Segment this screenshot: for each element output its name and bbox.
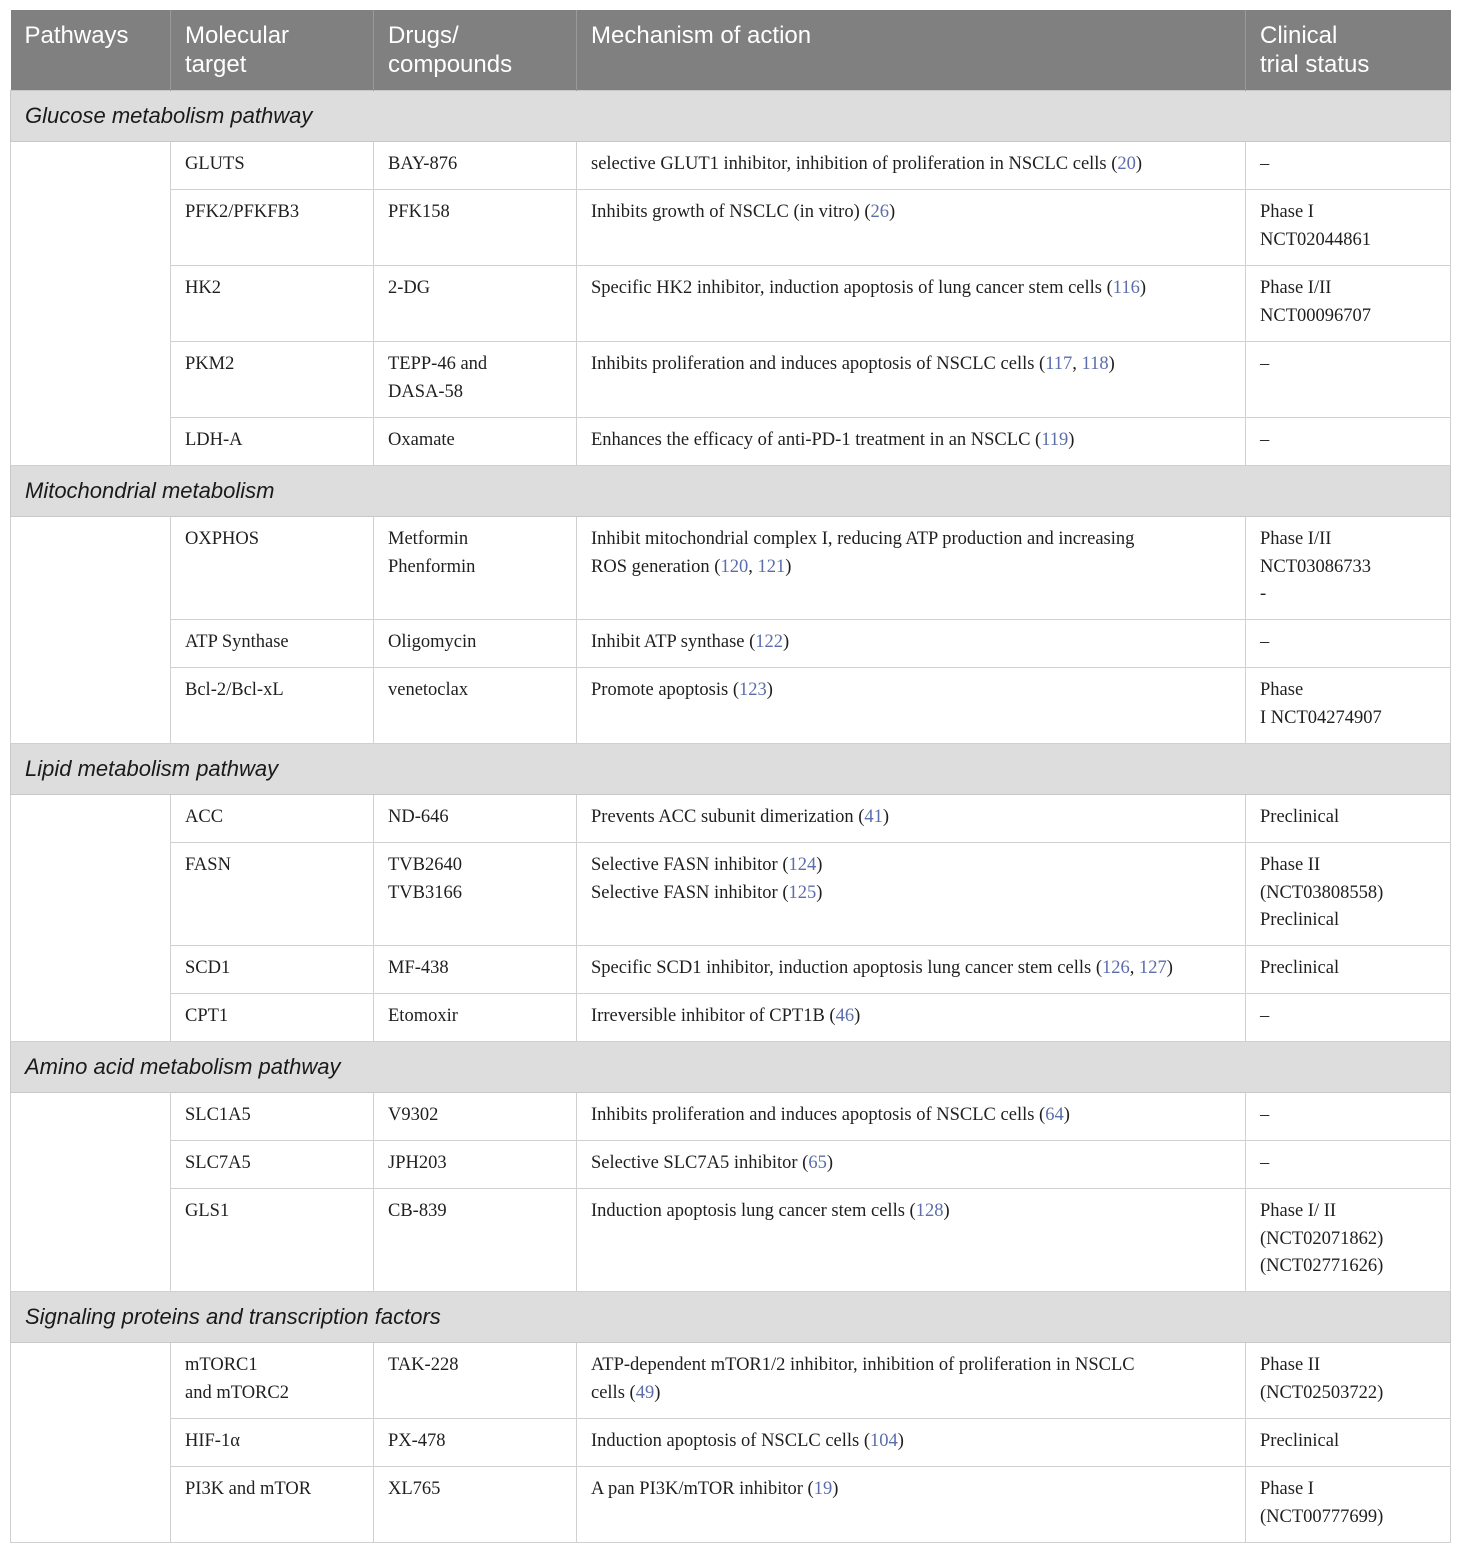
table-row (11, 994, 1451, 1042)
table-row (11, 620, 1451, 668)
drug-cell-text: TEPP-46 and (388, 354, 488, 374)
mechanism-text: ) (654, 1382, 661, 1403)
molecular-target-cell-text: SLC7A5 (185, 1153, 251, 1173)
drug-cell (374, 418, 577, 466)
header-label-line: Clinical (1260, 22, 1338, 49)
mechanism-text: ATP-dependent mTOR1/2 inhibitor, inhibition of proliferation in NSCLC (591, 1355, 1135, 1375)
mechanism-line (591, 1428, 1231, 1456)
reference-link[interactable]: 49 (635, 1382, 655, 1403)
mechanism-text: Selective FASN inhibitor ( (591, 855, 789, 875)
section-row (11, 466, 1451, 517)
mechanism-text: ) (943, 1201, 950, 1221)
mechanism-text: A pan PI3K/mTOR inhibitor ( (591, 1479, 814, 1499)
section-row (11, 744, 1451, 795)
mechanism-text: Induction apoptosis lung cancer stem cells ( (591, 1201, 916, 1221)
table-row (11, 795, 1451, 843)
mechanism-cell (577, 1093, 1246, 1141)
drug-cell (374, 142, 577, 190)
reference-link[interactable]: 127 (1139, 958, 1167, 978)
mechanism-text: Irreversible inhibitor of CPT1B ( (591, 1006, 836, 1026)
drug-cell-text: XL765 (388, 1479, 441, 1499)
molecular-target-cell (171, 266, 374, 342)
mechanism-text: ) (766, 680, 773, 700)
clinical-status-cell-text: - (1260, 584, 1267, 604)
header-label-line: Pathways (24, 22, 129, 49)
reference-link[interactable]: 64 (1045, 1105, 1064, 1125)
molecular-target-cell-text: SLC1A5 (185, 1105, 251, 1125)
molecular-target-cell (171, 620, 374, 668)
clinical-status-cell-text: Phase (1260, 680, 1304, 700)
reference-link[interactable]: 122 (755, 632, 784, 652)
mechanism-text: ) (882, 807, 890, 827)
clinical-status-cell-text: Phase I (1260, 202, 1314, 222)
mechanism-text: ) (826, 1153, 834, 1173)
drug-cell-text: PX-478 (388, 1431, 446, 1451)
molecular-target-cell-text: PI3K and mTOR (185, 1479, 312, 1499)
section-title: Lipid metabolism pathway (11, 744, 1451, 795)
molecular-target-cell-text: Bcl-2/Bcl-xL (185, 680, 284, 700)
clinical-status-cell-text: (NCT02503722) (1260, 1382, 1384, 1403)
drug-cell-text: TVB2640 (388, 855, 462, 875)
drug-cell-text: 2-DG (388, 278, 431, 298)
header-row (11, 10, 1451, 91)
reference-link[interactable]: 121 (757, 556, 786, 577)
table-body (11, 91, 1451, 1543)
clinical-status-cell (1246, 1093, 1451, 1141)
molecular-target-cell-text: PFK2/PFKFB3 (185, 202, 300, 222)
section-title: Mitochondrial metabolism (11, 466, 1451, 517)
section-row (11, 1042, 1451, 1093)
molecular-target-cell (171, 418, 374, 466)
molecular-target-cell-text: HIF-1α (185, 1431, 240, 1451)
reference-link[interactable]: 41 (864, 807, 883, 827)
molecular-target-cell-text: and mTORC2 (185, 1382, 289, 1403)
mechanism-cell (577, 668, 1246, 744)
clinical-status-cell-text: NCT00096707 (1260, 305, 1371, 326)
mechanism-text: Inhibit mitochondrial complex I, reducing ATP production and increasing (591, 529, 1135, 549)
clinical-status-cell (1246, 1189, 1451, 1292)
header-label-line: trial status (1260, 51, 1370, 78)
mechanism-text: ROS generation ( (591, 556, 721, 577)
mechanism-line (591, 1102, 1231, 1130)
header-molecular-target (171, 10, 374, 91)
molecular-target-cell-text: ATP Synthase (185, 632, 289, 652)
mechanism-cell (577, 418, 1246, 466)
clinical-status-cell-text: – (1260, 430, 1270, 450)
clinical-status-cell-text: I NCT04274907 (1260, 707, 1382, 728)
mechanism-text: Induction apoptosis of NSCLC cells ( (591, 1431, 871, 1451)
clinical-status-cell-text: – (1260, 354, 1270, 374)
table-row (11, 1189, 1451, 1292)
reference-link[interactable]: 20 (1117, 154, 1136, 174)
molecular-target-cell (171, 1343, 374, 1419)
drug-target-table (10, 10, 1451, 1543)
drug-cell-text: Etomoxir (388, 1006, 458, 1026)
mechanism-line (591, 526, 1231, 554)
molecular-target-cell (171, 142, 374, 190)
mechanism-text: Inhibits proliferation and induces apoptosis of NSCLC cells ( (591, 354, 1046, 374)
table-row (11, 1093, 1451, 1141)
mechanism-text: ) (897, 1431, 904, 1451)
drug-cell (374, 190, 577, 266)
clinical-status-cell-text: Preclinical (1260, 807, 1340, 827)
mechanism-line (591, 554, 1231, 582)
table-row (11, 266, 1451, 342)
clinical-status-cell-text: (NCT03808558) (1260, 882, 1384, 903)
drug-cell-text: TVB3166 (388, 882, 462, 903)
table-row (11, 1343, 1451, 1419)
mechanism-line (591, 955, 1231, 983)
header-label-line: Molecular (185, 22, 290, 49)
mechanism-line (591, 351, 1231, 379)
molecular-target-cell (171, 517, 374, 620)
clinical-status-cell-text: (NCT00777699) (1260, 1506, 1384, 1527)
reference-link[interactable]: 123 (739, 680, 767, 700)
drug-cell-text: venetoclax (388, 680, 469, 700)
mechanism-line (591, 151, 1231, 179)
mechanism-cell (577, 994, 1246, 1042)
drug-cell (374, 668, 577, 744)
mechanism-text: Inhibit ATP synthase ( (591, 632, 756, 652)
drug-cell-text: JPH203 (388, 1153, 447, 1173)
reference-link[interactable]: 124 (788, 855, 817, 875)
mechanism-text: ) (1135, 154, 1143, 174)
mechanism-text: Specific HK2 inhibitor, induction apoptosis of lung cancer stem cells ( (591, 278, 1113, 298)
mechanism-text: selective GLUT1 inhibitor, inhibition of proliferation in NSCLC cells ( (591, 154, 1118, 174)
clinical-status-cell-text: NCT03086733 (1260, 556, 1371, 577)
clinical-status-cell-text: Preclinical (1260, 1431, 1340, 1451)
section-row (11, 1292, 1451, 1343)
clinical-status-cell (1246, 1467, 1451, 1543)
table-row (11, 342, 1451, 418)
drug-cell (374, 946, 577, 994)
reference-link[interactable]: 116 (1112, 278, 1140, 298)
mechanism-text: , (1072, 354, 1082, 374)
mechanism-line (591, 880, 1231, 908)
mechanism-text: ) (816, 855, 823, 875)
mechanism-line (591, 629, 1231, 657)
table-header (11, 10, 1451, 91)
drug-cell (374, 843, 577, 946)
drug-cell (374, 994, 577, 1042)
mechanism-text: ) (816, 882, 823, 903)
drug-cell (374, 1141, 577, 1189)
header-drugs-compounds (374, 10, 577, 91)
drug-cell-text: PFK158 (388, 202, 450, 222)
drug-cell-text: Metformin (388, 529, 469, 549)
molecular-target-cell (171, 1093, 374, 1141)
reference-link[interactable]: 120 (720, 556, 749, 577)
clinical-status-cell (1246, 994, 1451, 1042)
molecular-target-cell-text: CPT1 (185, 1006, 229, 1026)
clinical-status-cell-text: – (1260, 1006, 1270, 1026)
mechanism-text: Selective SLC7A5 inhibitor ( (591, 1153, 809, 1173)
molecular-target-cell (171, 1467, 374, 1543)
mechanism-text: ) (1068, 430, 1075, 450)
molecular-target-cell-text: GLS1 (185, 1201, 230, 1221)
drug-cell (374, 1343, 577, 1419)
mechanism-cell (577, 142, 1246, 190)
drug-cell-text: Oxamate (388, 430, 455, 450)
clinical-status-cell (1246, 517, 1451, 620)
clinical-status-cell (1246, 946, 1451, 994)
mechanism-cell (577, 342, 1246, 418)
clinical-status-cell (1246, 1419, 1451, 1467)
clinical-status-cell (1246, 190, 1451, 266)
mechanism-text: ) (854, 1006, 861, 1026)
pathway-cell (11, 517, 171, 744)
mechanism-text: ) (785, 556, 792, 577)
drug-cell (374, 1467, 577, 1543)
drug-cell (374, 517, 577, 620)
header-label-line: Mechanism of action (591, 22, 812, 49)
molecular-target-cell-text: HK2 (185, 278, 221, 298)
mechanism-text: Prevents ACC subunit dimerization ( (591, 807, 865, 827)
molecular-target-cell (171, 668, 374, 744)
drug-cell-text: Oligomycin (388, 632, 477, 652)
mechanism-line (591, 199, 1231, 227)
mechanism-text: Selective FASN inhibitor ( (591, 882, 789, 903)
header-label-line: target (185, 51, 247, 78)
mechanism-text: Enhances the efficacy of anti-PD-1 treatment in an NSCLC ( (591, 430, 1042, 450)
mechanism-text: , (748, 556, 758, 577)
mechanism-line (591, 852, 1231, 880)
mechanism-cell (577, 1467, 1246, 1543)
clinical-status-cell (1246, 418, 1451, 466)
clinical-status-cell (1246, 142, 1451, 190)
drug-cell (374, 795, 577, 843)
molecular-target-cell-text: LDH-A (185, 430, 243, 450)
molecular-target-cell (171, 843, 374, 946)
clinical-status-cell (1246, 266, 1451, 342)
header-pathways (11, 10, 171, 91)
table-row (11, 946, 1451, 994)
mechanism-text: , (1129, 958, 1139, 978)
section-title: Glucose metabolism pathway (11, 91, 1451, 142)
clinical-status-cell-text: NCT02044861 (1260, 229, 1371, 250)
mechanism-line (591, 677, 1231, 705)
drug-cell (374, 1093, 577, 1141)
pathway-cell (11, 1343, 171, 1543)
mechanism-line (591, 427, 1231, 455)
drug-cell-text: MF-438 (388, 958, 449, 978)
molecular-target-cell (171, 994, 374, 1042)
molecular-target-cell (171, 795, 374, 843)
molecular-target-cell (171, 1419, 374, 1467)
header-label-line: compounds (388, 51, 513, 78)
molecular-target-cell-text: OXPHOS (185, 529, 260, 549)
clinical-status-cell (1246, 668, 1451, 744)
mechanism-text: ) (1139, 278, 1147, 298)
mechanism-cell (577, 1189, 1246, 1292)
mechanism-line (591, 1150, 1231, 1178)
section-row (11, 91, 1451, 142)
table-row (11, 668, 1451, 744)
mechanism-cell (577, 843, 1246, 946)
mechanism-cell (577, 1141, 1246, 1189)
drug-cell-text: DASA-58 (388, 381, 464, 402)
mechanism-text: Promote apoptosis ( (591, 680, 739, 700)
table-container (10, 10, 1450, 1543)
reference-link[interactable]: 125 (788, 882, 817, 903)
pathway-cell (11, 1093, 171, 1292)
clinical-status-cell-text: Phase I/II (1260, 529, 1332, 549)
clinical-status-cell-text: – (1260, 1105, 1270, 1125)
clinical-status-cell-text: Phase I/II (1260, 278, 1332, 298)
mechanism-line (591, 804, 1231, 832)
drug-cell (374, 266, 577, 342)
mechanism-cell (577, 795, 1246, 843)
molecular-target-cell (171, 946, 374, 994)
mechanism-line (591, 1476, 1231, 1504)
mechanism-text: Inhibits proliferation and induces apoptosis of NSCLC cells ( (591, 1105, 1046, 1125)
clinical-status-cell (1246, 342, 1451, 418)
section-title: Signaling proteins and transcription factors (11, 1292, 1451, 1343)
reference-link[interactable]: 19 (813, 1479, 833, 1499)
mechanism-cell (577, 517, 1246, 620)
molecular-target-cell-text: ACC (185, 807, 224, 827)
clinical-status-cell-text: Phase II (1260, 1355, 1321, 1375)
drug-cell (374, 342, 577, 418)
reference-link[interactable]: 118 (1081, 354, 1109, 374)
clinical-status-cell-text: – (1260, 632, 1270, 652)
pathway-cell (11, 795, 171, 1042)
mechanism-line (591, 1380, 1231, 1408)
mechanism-text: ) (1166, 958, 1173, 978)
molecular-target-cell (171, 190, 374, 266)
reference-link[interactable]: 126 (1102, 958, 1130, 978)
reference-link[interactable]: 117 (1045, 354, 1073, 374)
header-label-line: Drugs/ (388, 22, 459, 49)
mechanism-text: cells ( (591, 1382, 636, 1403)
drug-cell-text: V9302 (388, 1105, 439, 1125)
table-row (11, 517, 1451, 620)
mechanism-line (591, 275, 1231, 303)
reference-link[interactable]: 65 (808, 1153, 827, 1173)
molecular-target-cell-text: PKM2 (185, 354, 235, 374)
table-row (11, 190, 1451, 266)
table-row (11, 1141, 1451, 1189)
reference-link[interactable]: 104 (870, 1431, 898, 1451)
clinical-status-cell-text: – (1260, 154, 1270, 174)
clinical-status-cell-text: Preclinical (1260, 910, 1340, 930)
reference-link[interactable]: 128 (915, 1201, 944, 1221)
drug-cell (374, 1419, 577, 1467)
clinical-status-cell (1246, 843, 1451, 946)
drug-cell-text: CB-839 (388, 1201, 447, 1221)
mechanism-line (591, 1198, 1231, 1226)
molecular-target-cell-text: mTORC1 (185, 1355, 258, 1375)
mechanism-cell (577, 266, 1246, 342)
mechanism-text: ) (832, 1479, 839, 1499)
molecular-target-cell-text: FASN (185, 855, 231, 875)
molecular-target-cell-text: GLUTS (185, 154, 245, 174)
molecular-target-cell (171, 1141, 374, 1189)
drug-cell-text: ND-646 (388, 807, 449, 827)
table-row (11, 1419, 1451, 1467)
mechanism-text: ) (1108, 354, 1115, 374)
pathway-cell (11, 142, 171, 466)
table-row (11, 142, 1451, 190)
mechanism-text: ) (783, 632, 790, 652)
mechanism-line (591, 1352, 1231, 1380)
reference-link[interactable]: 26 (870, 202, 890, 222)
table-row (11, 843, 1451, 946)
clinical-status-cell (1246, 1141, 1451, 1189)
mechanism-cell (577, 620, 1246, 668)
table-row (11, 1467, 1451, 1543)
header-mechanism (577, 10, 1246, 91)
clinical-status-cell-text: Preclinical (1260, 958, 1340, 978)
mechanism-text: ) (1063, 1105, 1070, 1125)
reference-link[interactable]: 46 (835, 1006, 855, 1026)
molecular-target-cell (171, 1189, 374, 1292)
clinical-status-cell-text: Phase I (1260, 1479, 1314, 1499)
mechanism-cell (577, 1343, 1246, 1419)
clinical-status-cell (1246, 620, 1451, 668)
mechanism-text: Specific SCD1 inhibitor, induction apoptosis lung cancer stem cells ( (591, 958, 1102, 978)
clinical-status-cell-text: Phase I/ II (1260, 1201, 1337, 1221)
mechanism-line (591, 1003, 1231, 1031)
clinical-status-cell (1246, 1343, 1451, 1419)
drug-cell (374, 1189, 577, 1292)
mechanism-cell (577, 1419, 1246, 1467)
mechanism-text: ) (889, 202, 896, 222)
molecular-target-cell-text: SCD1 (185, 958, 231, 978)
drug-cell (374, 620, 577, 668)
table-row (11, 418, 1451, 466)
clinical-status-cell-text: Phase II (1260, 855, 1321, 875)
mechanism-text: Inhibits growth of NSCLC (in vitro) ( (591, 202, 871, 222)
header-clinical-status (1246, 10, 1451, 91)
drug-cell-text: Phenformin (388, 556, 476, 577)
mechanism-cell (577, 946, 1246, 994)
molecular-target-cell (171, 342, 374, 418)
clinical-status-cell-text: (NCT02771626) (1260, 1256, 1384, 1276)
reference-link[interactable]: 119 (1041, 430, 1069, 450)
mechanism-cell (577, 190, 1246, 266)
clinical-status-cell-text: – (1260, 1153, 1270, 1173)
section-title: Amino acid metabolism pathway (11, 1042, 1451, 1093)
clinical-status-cell (1246, 795, 1451, 843)
drug-cell-text: BAY-876 (388, 154, 458, 174)
clinical-status-cell-text: (NCT02071862) (1260, 1228, 1384, 1249)
drug-cell-text: TAK-228 (388, 1355, 459, 1375)
